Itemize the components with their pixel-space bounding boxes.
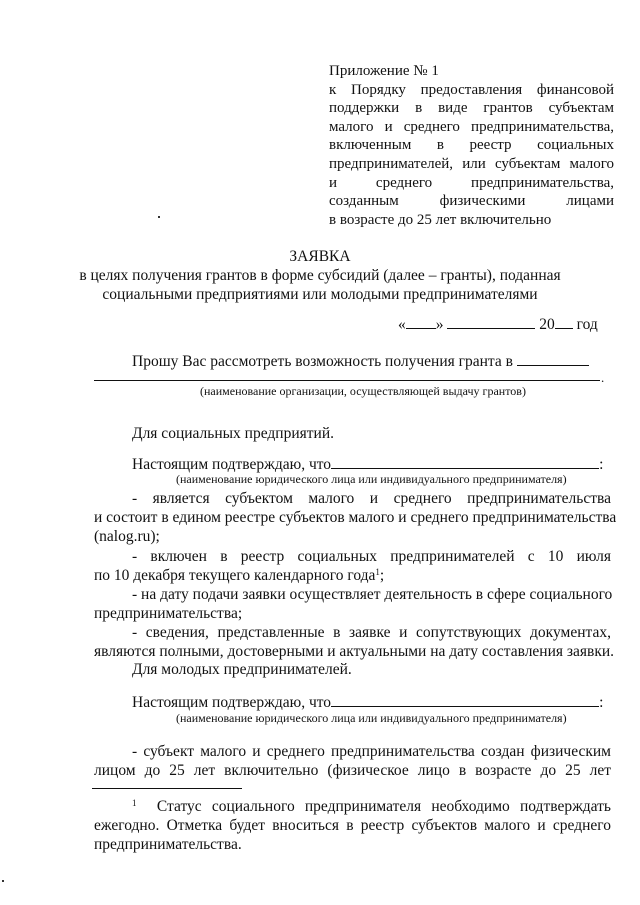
young-entity-blank[interactable] [331, 694, 599, 707]
title-line: в целях получения грантов в форме субсидий (далее – гранты), поданная [79, 267, 561, 284]
document-title: ЗАЯВКА [289, 248, 351, 265]
social-entity-hint: (наименование юридического лица или индивидуального предпринимателя) [176, 472, 567, 486]
appendix-block [329, 62, 614, 229]
footnote: $^1$ Статус социального предпринимателя необходимо подтверждать ежегодно. Отметка будет вноситься в реестр субъектов малого и среднего предпринимательства. [94, 798, 611, 853]
footnote-ref: 1 [375, 567, 380, 577]
social-bullets: - является субъектом малого и среднего предпринимательства и состоит в едином реестре субъектов малого и среднего предпринимательства (nalog.ru); - включен в реестр социальных предпринимателей с 10 июля по 10 декабря текущего календарного года$^1$; - на дату подачи заявки осуществляет деятельность в сфере социального предпринимательства; - сведения, представленные в заявке и сопутствующих документах, являются полными, достоверными и актуальными на дату составления заявки. [94, 490, 617, 660]
appendix-line: в возрасте до 25 лет включительно [329, 211, 552, 228]
footnote-mark: 1 [132, 798, 137, 808]
appendix-line: поддержки в виде грантов субъектам [329, 100, 614, 117]
appendix-line: созданным физическими лицами [329, 193, 614, 210]
young-heading: Для молодых предпринимателей. [132, 661, 352, 678]
appendix-line: малого и среднего предпринимательства, [329, 118, 614, 135]
appendix-line: к Порядку предоставления финансовой [329, 81, 614, 98]
young-entity-hint: (наименование юридического лица или индивидуального предпринимателя) [176, 711, 567, 725]
day-blank[interactable] [406, 316, 436, 329]
appendix-number: Приложение № 1 [329, 63, 439, 79]
date-line: « » 20 год [398, 316, 598, 333]
footnote-separator [92, 788, 242, 789]
appendix-line: включенным в реестр социальных [329, 137, 614, 154]
appendix-line: и среднего предпринимательства, [329, 174, 614, 191]
scan-speck [2, 880, 4, 882]
social-confirm-line: Настоящим подтверждаю, что : [132, 456, 604, 473]
title-line: социальными предприятиями или молодыми предпринимателями [102, 286, 538, 303]
social-heading: Для социальных предприятий. [132, 425, 334, 442]
scan-speck [158, 216, 160, 218]
organization-blank-2[interactable] [94, 380, 600, 381]
organization-blank-1[interactable] [517, 353, 589, 366]
request-line: Прошу Вас рассмотреть возможность получения гранта в [132, 352, 589, 371]
month-blank[interactable] [447, 316, 535, 329]
young-confirm-line: Настоящим подтверждаю, что : [132, 694, 604, 711]
document-page: Приложение № 1 к Порядку предоставления финансовой поддержки в виде грантов субъектам малого и среднего предпринимательства, включенным в реестр социальных предпринимателей, или субъектам малого и среднего предпринимательства, созданным физическими лицами в возрасте до 25 лет включительно ЗАЯВКА в целях получения грантов в форме субсидий (далее – гранты), поданная социальными предприятиями или молодыми предпринимателями « » 20 год Прошу Вас рассмотреть возможность получения гранта в . (наименование организации, осуществляющей выдачу грантов) Для социальных предприятий. Настоящим подтверждаю, что : (наименование юридического лица или индивидуального предпринимателя) - является субъектом малого и среднего предпринимательства и состоит в едином реестре субъектов малого и среднего предпринимательства (nalog.ru); - включен в реестр социальных предпринимателей с 10 июля по 10 декабря текущего календарного года$^1$; - на дату подачи заявки осуществляет деятельность в сфере социального предпринимательства; - сведения, представленные в заявке и сопутствующих документах, являются полными, достоверными и актуальными на дату составления заявки. Для молодых предпринимателей. Настоящим подтверждаю, что : (наименование юридического лица или индивидуального предпринимателя) - субъект малого и среднего предпринимательства создан физическим лицом до 25 лет включительно (физическое лицо в возрасте до 25 лет $^1$ Статус социального предпринимателя необходимо подтверждать ежегодно. Отметка будет вноситься в реестр субъектов малого и среднего предпринимательства. [0, 0, 640, 905]
organization-hint: (наименование организации, осуществляющей выдачу грантов) [200, 384, 526, 398]
social-entity-blank[interactable] [331, 456, 599, 469]
year-blank[interactable] [555, 316, 573, 329]
appendix-line: предпринимателей, или субъектам малого [329, 155, 614, 172]
young-bullets: - субъект малого и среднего предпринимательства создан физическим лицом до 25 лет включительно (физическое лицо в возрасте до 25 лет [94, 743, 611, 779]
